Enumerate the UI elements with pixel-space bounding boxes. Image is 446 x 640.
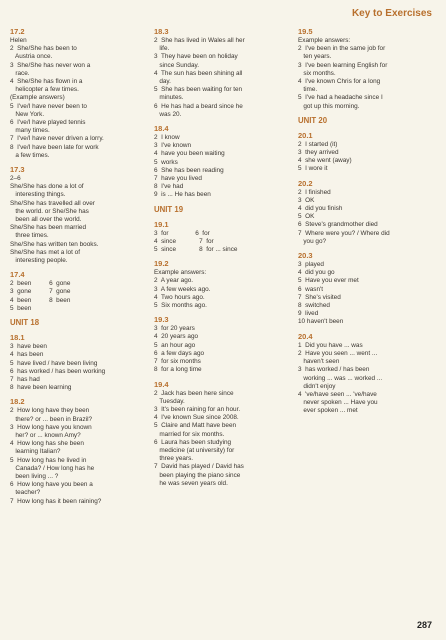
answer-line: since Sunday.: [154, 61, 199, 69]
answer-line: 3 gone 7 gone: [10, 288, 71, 296]
answer-line: three years.: [154, 455, 194, 463]
answer-line: 6 Laura has been studying: [154, 438, 232, 446]
unit-section: [154, 205, 292, 215]
exercise-section: [10, 397, 148, 505]
unit-section: [298, 116, 436, 126]
exercise-number: 18.4: [154, 124, 169, 134]
answer-line: 8 I've had: [154, 183, 184, 191]
answer-line: 8 I've/I have been late for work: [10, 143, 99, 151]
exercise-section: [298, 27, 436, 111]
exercise-number: 20.4: [298, 331, 313, 341]
answer-line: 9 lived: [298, 310, 319, 318]
answer-line: 3 They have been on holiday: [154, 53, 238, 61]
answer-line: 2 Have you seen ... went ...: [298, 349, 378, 357]
answer-line: 4 did you finish: [298, 205, 343, 213]
answer-line: 7 How long has it been raining?: [10, 497, 102, 505]
answer-line: three times.: [10, 232, 49, 240]
answer-line: married for six months.: [154, 430, 225, 438]
page-number: 287: [416, 620, 432, 630]
answer-line: 2 I started (it): [298, 140, 338, 148]
answer-line: 8 for a long time: [154, 366, 202, 374]
answer-line: 10 haven't been: [298, 318, 344, 326]
exercise-section: [154, 27, 292, 119]
answer-line: 4 has been: [10, 351, 44, 359]
answer-line: ten years.: [298, 53, 332, 61]
answer-line: 7 David has played / David has: [154, 463, 244, 471]
page-header-title: Key to Exercises: [351, 8, 432, 19]
answer-line: 2 Jack has been here since: [154, 389, 234, 397]
answer-line: 5 an hour ago: [154, 341, 196, 349]
answer-line: teacher?: [10, 489, 41, 497]
answer-line: 4 since 7 for: [154, 237, 214, 245]
answer-line: didn't enjoy: [298, 382, 336, 390]
answer-line: medicine (at university) for: [154, 446, 235, 454]
exercise-section: [154, 124, 292, 200]
answer-line: 3 She/She has never won a: [10, 61, 91, 69]
answer-line: 3 How long have you known: [10, 423, 92, 431]
answer-line: She/She has travelled all over: [10, 199, 95, 207]
answer-line: She/She has done a lot of: [10, 183, 84, 191]
answer-line: (Example answers): [10, 94, 65, 102]
answer-line: six months.: [298, 69, 336, 77]
answer-line: 4 she went (away): [298, 157, 352, 165]
exercise-number: 17.2: [10, 27, 25, 36]
answer-line: interesting things.: [10, 191, 66, 199]
answer-line: 3 they arrived: [298, 149, 339, 157]
answer-line: 5 I've had a headache since I: [298, 94, 383, 102]
exercise-section: [10, 333, 148, 392]
answer-line: 6 I've/I have played tennis: [10, 119, 86, 127]
answer-line: Canada? / How long has he: [10, 464, 95, 472]
exercise-section: [10, 27, 148, 160]
answer-line: New York.: [10, 110, 45, 118]
answer-line: 6 Steve's grandmother died: [298, 221, 378, 229]
exercise-number: 19.2: [154, 259, 169, 269]
exercise-number: 20.1: [298, 130, 313, 140]
answer-line: 5 Claire and Matt have been: [154, 422, 237, 430]
exercise-number: 17.3: [10, 165, 25, 175]
answer-line: he was seven years old.: [154, 479, 228, 487]
answer-line: 3 have been: [10, 343, 47, 351]
answer-line: 5 How long has he lived in: [10, 456, 87, 464]
answer-line: 2 I know: [154, 134, 180, 142]
answer-line: was 20.: [154, 110, 182, 118]
answer-line: 4 been 8 been: [10, 296, 71, 304]
answer-line: the world. or She/She has: [10, 207, 89, 215]
column-1: [10, 26, 148, 511]
answer-line: you go?: [298, 237, 327, 245]
answer-line: 6 He has had a beard since he: [154, 102, 243, 110]
answer-line: 3 I've been learning English for: [298, 61, 388, 69]
answer-line: 2 She/She has been to: [10, 45, 77, 53]
unit-heading: UNIT 19: [154, 204, 184, 214]
answer-line: 1 Did you have ... was: [298, 341, 363, 349]
answer-line: 2 How long have they been: [10, 407, 90, 415]
answer-line: 4 've/have seen ... 've/have: [298, 390, 377, 398]
answer-line: 6 wasn't: [298, 285, 324, 293]
answer-line: 4 20 years ago: [154, 333, 199, 341]
answer-line: 4 Two hours ago.: [154, 293, 205, 301]
answer-line: 5 Have you ever met: [298, 277, 359, 285]
unit-heading: UNIT 18: [10, 318, 40, 328]
column-2: [154, 26, 292, 493]
answer-line: 3 played: [298, 261, 324, 269]
answer-line: 5 since 8 for ... since: [154, 246, 238, 254]
answer-line: 5 been: [10, 304, 32, 312]
answer-line: 7 She's visited: [298, 293, 341, 301]
exercise-number: 20.3: [298, 251, 313, 261]
exercise-number: 19.3: [154, 315, 169, 325]
answer-line: 4 How long has she been: [10, 440, 84, 448]
answer-line: 4 The sun has been shining all: [154, 69, 243, 77]
answer-line: 6 She has been reading: [154, 166, 224, 174]
answer-line: learning Italian?: [10, 448, 61, 456]
exercise-number: 20.2: [298, 178, 313, 188]
answer-line: time.: [298, 86, 318, 94]
answer-line: 7 Where were you? / Where did: [298, 229, 390, 237]
answer-line: She/She has met a lot of: [10, 248, 80, 256]
answer-line: 3 OK: [298, 196, 315, 204]
answer-line: She/She has written ten books.: [10, 240, 99, 248]
answer-line: 4 I've known Sue since 2008.: [154, 414, 239, 422]
answer-line: minutes.: [154, 94, 184, 102]
answer-line: 5 She has been waiting for ten: [154, 86, 243, 94]
answer-line: 5 works: [154, 158, 178, 166]
answer-line: race.: [10, 69, 30, 77]
answer-line: 7 has had: [10, 375, 40, 383]
answer-line: 6 a few days ago: [154, 349, 205, 357]
exercise-number: 18.2: [10, 397, 25, 407]
answer-key-columns: [10, 26, 436, 616]
answer-line: 2 I finished: [298, 188, 331, 196]
answer-line: 4 have you been waiting: [154, 150, 225, 158]
answer-line: 3 for 6 for: [154, 229, 210, 237]
answer-line: Helen: [10, 37, 27, 44]
answer-line: 4 did you go: [298, 269, 335, 277]
answer-line: 6 How long have you been a: [10, 481, 93, 489]
answer-line: 6 has worked / has been working: [10, 367, 106, 375]
exercise-section: [298, 131, 436, 174]
answer-line: 8 have been learning: [10, 384, 72, 392]
answer-line: 7 have you lived: [154, 175, 202, 183]
exercise-section: [10, 165, 148, 265]
column-3: [298, 26, 436, 421]
answer-line: been all over the world.: [10, 216, 82, 224]
answer-line: 4 She/She has flown in a: [10, 78, 83, 86]
answer-line: been playing the piano since: [154, 471, 241, 479]
answer-line: 3 A few weeks ago.: [154, 285, 211, 293]
exercise-number: 18.3: [154, 27, 169, 36]
exercise-section: [298, 179, 436, 246]
answer-line: 3 I've known: [154, 142, 192, 150]
answer-line: 5 I've/I have never been to: [10, 102, 87, 110]
exercise-number: 19.4: [154, 379, 169, 389]
answer-line: 9 is ... He has been: [154, 191, 211, 199]
answer-line: She/She has been married: [10, 224, 87, 232]
answer-line: life.: [154, 45, 170, 53]
answer-line: 5 have lived / have been living: [10, 359, 98, 367]
exercise-section: [298, 332, 436, 416]
exercise-section: [154, 259, 292, 310]
answer-line: 2–6: [10, 175, 21, 183]
answer-line: a few times.: [10, 151, 50, 159]
answer-line: 2 I've been in the same job for: [298, 45, 386, 53]
answer-line: Austria once.: [10, 53, 53, 61]
exercise-section: [10, 270, 148, 313]
answer-line: never spoken ... Have you: [298, 399, 378, 407]
answer-line: Example answers:: [298, 37, 351, 44]
exercise-section: [154, 315, 292, 374]
answer-line: haven't seen: [298, 358, 340, 366]
exercise-number: 19.5: [298, 27, 313, 36]
answer-line: 5 I wore it: [298, 165, 328, 173]
answer-line: 7 I've/I have never driven a lorry.: [10, 135, 104, 143]
answer-line: helicopter a few times.: [10, 86, 79, 94]
answer-line: 2 been 6 gone: [10, 280, 71, 288]
answer-line: Example answers:: [154, 269, 207, 277]
answer-line: working ... was ... worked ...: [298, 374, 383, 382]
answer-line: 3 for 20 years: [154, 325, 195, 333]
answer-line: 8 switched: [298, 302, 330, 310]
answer-line: got up this morning.: [298, 102, 360, 110]
answer-line: 5 Six months ago.: [154, 302, 207, 310]
exercise-section: [298, 251, 436, 327]
answer-line: 3 It's been raining for an hour.: [154, 405, 241, 413]
answer-line: many times.: [10, 127, 50, 135]
answer-line: 4 I've known Chris for a long: [298, 78, 381, 86]
answer-line: ever spoken ... met: [298, 407, 358, 415]
exercise-number: 19.1: [154, 219, 169, 229]
unit-heading: UNIT 20: [298, 115, 328, 125]
answer-line: 2 A year ago.: [154, 277, 194, 285]
unit-section: [10, 318, 148, 328]
exercise-section: [154, 380, 292, 488]
exercise-number: 17.4: [10, 270, 25, 280]
answer-line: 3 has worked / has been: [298, 366, 370, 374]
answer-line: Tuesday.: [154, 397, 185, 405]
answer-line: 2 She has lived in Wales all her: [154, 37, 245, 44]
answer-line: day.: [154, 78, 171, 86]
answer-line: her? or ... known Amy?: [10, 431, 81, 439]
answer-line: been living ... ?: [10, 472, 59, 480]
answer-line: 7 for six months: [154, 358, 201, 366]
answer-line: interesting people.: [10, 257, 68, 265]
exercise-section: [154, 220, 292, 255]
answer-line: there? or ... been in Brazil?: [10, 415, 93, 423]
exercise-number: 18.1: [10, 333, 25, 343]
answer-line: 5 OK: [298, 213, 315, 221]
